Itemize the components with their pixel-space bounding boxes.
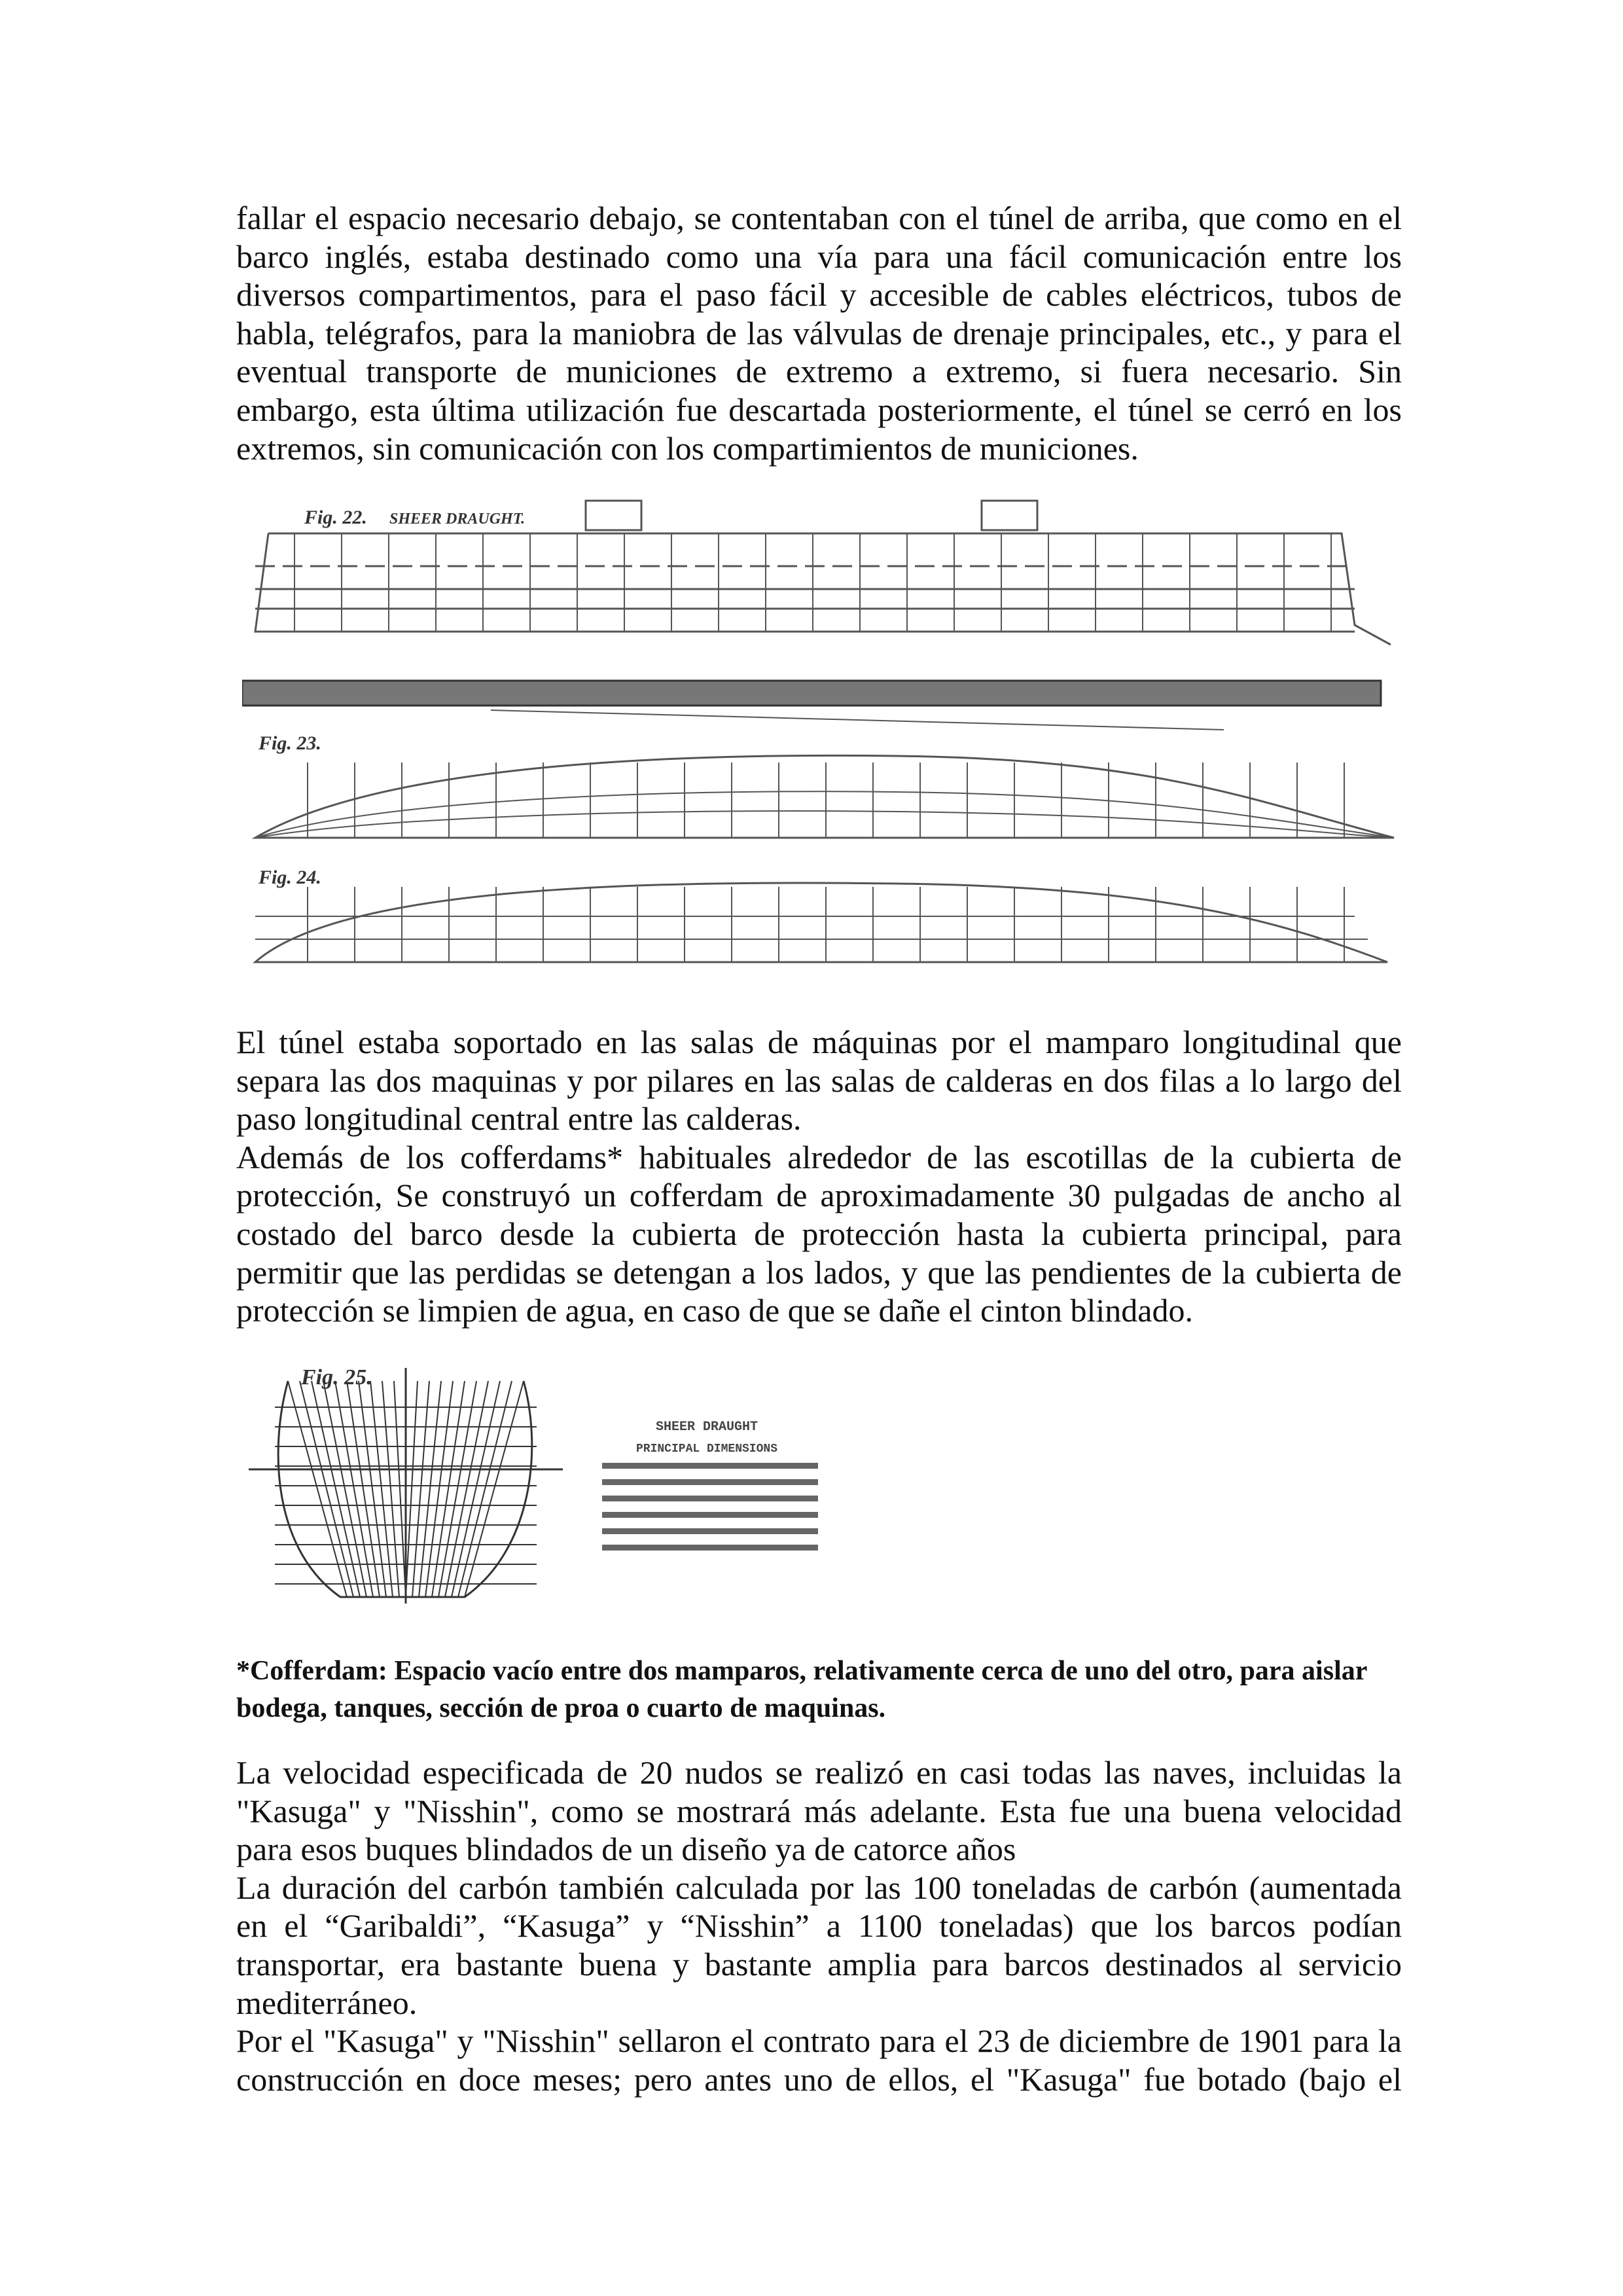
table-row: [602, 1463, 818, 1469]
table-row: [602, 1512, 818, 1518]
body-text: Por el "Kasuga" y "Nisshin" sellaron el contrato para el 23 de diciembre de 1901 para la construcción en doce meses; pero antes uno de ellos, el "Kasuga" fue botado (bajo el: [236, 2022, 1402, 2098]
body-text: La velocidad especificada de 20 nudos se realizó en casi todas las naves, incluidas la "Kasuga" y "Nisshin", como se mostrará más adelante. Esta fue una buena velocidad para esos buques blindados de un diseño ya de catorce años: [236, 1754, 1402, 1868]
table-row: [602, 1545, 818, 1551]
table-row: [602, 1479, 818, 1485]
body-text: fallar el espacio necesario debajo, se contentaban con el túnel de arriba, que como en el barco inglés, estaba destinado como una vía para una fácil comunicación entre los diversos compartimentos, para el paso fácil y accesible de cables eléctricos, tubos de habla, telégrafos, para la maniobra de las válvulas de drenaje principales, etc., y para el eventual transporte de municiones de extremo a extremo, si fuera necesario. Sin embargo, esta última utilización fue descartada posteriormente, el túnel se cerró en los extremos, sin comunicación con los compartimientos de municiones.: [236, 200, 1402, 467]
figure-25-body-sections: [249, 1355, 877, 1617]
fig25-label: Fig. 25.: [301, 1365, 372, 1390]
footnote: [236, 1653, 1402, 1727]
fig22-label: Fig. 22.: [304, 507, 367, 528]
body-text: La duración del carbón también calculada por las 100 toneladas de carbón (aumentada en el “Garibaldi”, “Kasuga” y “Nisshin” a 1100 toneladas) que los barcos podían transportar, era bastante buena y bastante amplia para barcos destinados al servicio mediterráneo.: [236, 1869, 1402, 2021]
paragraph-4-6: [236, 1753, 1402, 2098]
table-row: [602, 1496, 818, 1501]
table-subtitle: PRINCIPAL DIMENSIONS: [635, 1443, 778, 1456]
fig24-label: Fig. 24.: [259, 867, 321, 888]
table-row: [602, 1528, 818, 1534]
figure-22-sheer-draught: [242, 501, 1391, 730]
figure-23-half-breadth: [255, 732, 1394, 838]
table-title: SHEER DRAUGHT: [655, 1420, 758, 1435]
fig22-title: SHEER DRAUGHT.: [389, 511, 526, 528]
figure-24-body-plan: [255, 867, 1387, 962]
fig23-label: Fig. 23.: [259, 732, 321, 754]
footnote-text: *Cofferdam: Espacio vacío entre dos mamparos, relativamente cerca de uno del otro, para aislar bodega, tanques, sección de proa o cuarto de maquinas.: [236, 1656, 1367, 1723]
paragraph-1: [236, 199, 1402, 467]
paragraph-2-3: [236, 1023, 1402, 1330]
body-text: Además de los cofferdams* habituales alrededor de las escotillas de la cubierta de protección, Se construyó un cofferdam de aproximadamente 30 pulgadas de ancho al costado del barco desde la cubierta de protección hasta la cubierta principal, para permitir que las perdidas se detengan a los lados, y que las pendientes de la cubierta de protección se limpien de agua, en caso de que se dañe el cinton blindado.: [236, 1138, 1402, 1329]
figure-22-24-ship-plans: [242, 494, 1400, 985]
dimensions-table: [602, 1420, 818, 1551]
body-text: El túnel estaba soportado en las salas de máquinas por el mamparo longitudinal que separa las dos maquinas y por pilares en las salas de calderas en dos filas a lo largo del paso longitudinal central entre las calderas.: [236, 1024, 1402, 1138]
